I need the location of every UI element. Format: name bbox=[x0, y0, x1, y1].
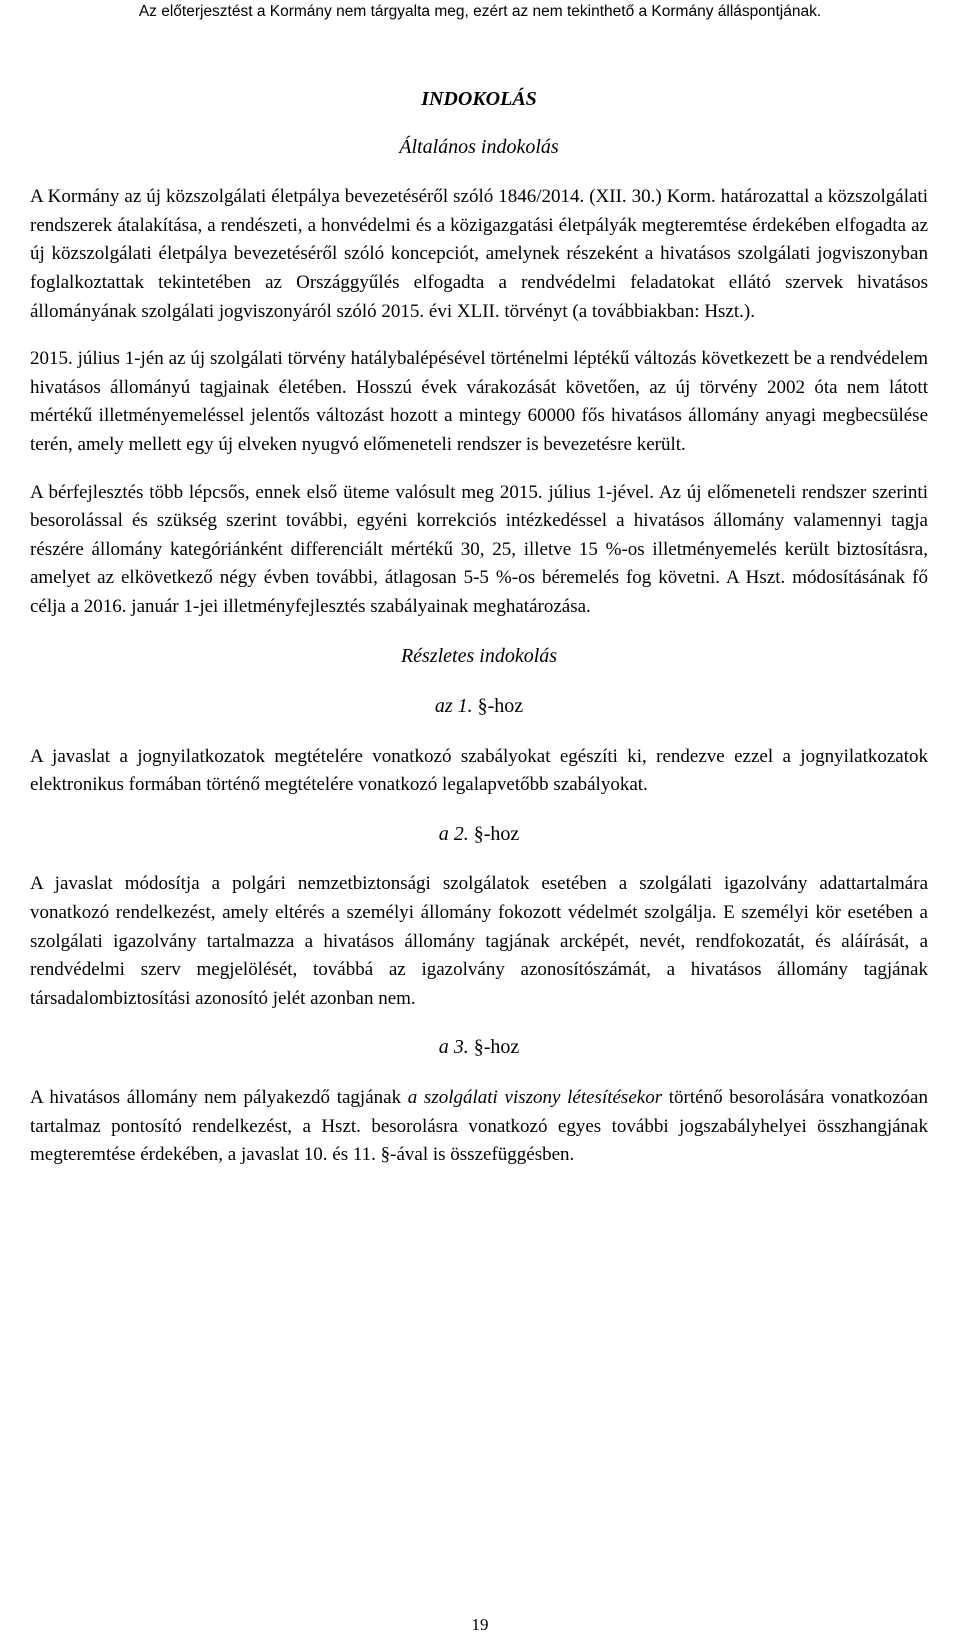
section-2-title-prefix: a 2. bbox=[438, 822, 474, 845]
general-paragraph-3: A bérfejlesztés több lépcsős, ennek első üteme valósult meg 2015. július 1-jével. Az új előmeneteli rendszer szerinti besorolással és szükség szerint további, egyéni korrekciós intézkedéssel a hivatásos állomány valamennyi tagja részére állomány kategóriánként differenciált mértékű 30, 25, illetve 15 %-os illetményemelés került biztosításra, amelyet az elkövetkező négy évben további, átlagosan 5-5 %-os béremelés fog követni. A Hszt. módosításának fő célja a 2016. január 1-jei illetményfejlesztés szabályainak meghatározása. bbox=[30, 481, 928, 617]
section-3-title bbox=[30, 1033, 928, 1062]
section-3-title-suffix: §-hoz bbox=[473, 1036, 520, 1059]
section-1-title-suffix: §-hoz bbox=[477, 695, 524, 718]
section-1-text: A javaslat a jognyilatkozatok megtételére vonatkozó szabályokat egészíti ki, rendezve ezzel a jognyilatkozatok elektronikus formában történő megtételére vonatkozó legalapvetőbb szabályokat. bbox=[30, 745, 928, 796]
section-1-title bbox=[30, 692, 928, 721]
general-paragraph-2: 2015. július 1-jén az új szolgálati törvény hatálybalépésével történelmi léptékű változás következett be a rendvédelem hivatásos állományú tagjainak életében. Hosszú évek várakozását követően, az új törvény 2002 óta nem látott mértékű illetményemeléssel jelentős változást hozott a mintegy 60000 fős hivatásos állomány anyagi megbecsülése terén, amely mellett egy új elveken nyugvó előmeneteli rendszer is bevezetésre került. bbox=[30, 348, 928, 455]
section-3-text bbox=[30, 1084, 928, 1170]
section-3-text-before: A hivatásos állomány nem pályakezdő tagjának bbox=[30, 1087, 408, 1109]
page-number: 19 bbox=[471, 1615, 489, 1634]
section-3-text-after: történő besorolására vonatkozóan tartalmaz pontosító rendelkezést, a Hszt. besorolásra vonatkozó egyes további jogszabályhelyei összhangjának megteremtése érdekében, a javaslat 10. és 11. §-ával is összefüggésben. bbox=[30, 1087, 928, 1166]
general-paragraph-1: A Kormány az új közszolgálati életpálya bevezetéséről szóló 1846/2014. (XII. 30.) Korm. határozattal a közszolgálati rendszerek átalakítása, a rendészeti, a honvédelmi és a közigazgatási életpályák megteremtése érdekében elfogadta az új közszolgálati életpálya bevezetéséről szóló koncepciót, amelynek részeként a hivatásos szolgálati jogviszonyban foglalkoztattak tekintetében az Országgyűlés elfogadta a rendvédelmi feladatokat ellátó szervek hivatásos állományának szolgálati jogviszonyáról szóló 2015. évi XLII. törvényt (a továbbiakban: Hszt.). bbox=[30, 186, 928, 322]
disclaimer-header: Az előterjesztést a Kormány nem tárgyalta meg, ezért az nem tekinthető a Kormány álláspontjának. bbox=[138, 3, 822, 20]
document-body bbox=[30, 85, 928, 1189]
section-2-text: A javaslat módosítja a polgári nemzetbiztonsági szolgálatok esetében a szolgálati igazolvány adattartalmára vonatkozó rendelkezést, amely eltérés a személyi állomány fokozott védelmét szolgálja. E személyi kör esetében a szolgálati igazolvány tartalmazza a hivatásos állomány tagjának arcképét, nevét, rendfokozatát, és aláírását, a rendvédelmi szerv megjelölését, továbbá az igazolvány azonosítószámát, a hivatásos állomány tagjának társadalombiztosítási azonosító jelét azonban nem. bbox=[30, 873, 928, 1009]
section-3-title-prefix: a 3. bbox=[438, 1036, 474, 1059]
document-title: INDOKOLÁS bbox=[421, 88, 537, 110]
section-2-title bbox=[30, 820, 928, 849]
section-2-title-suffix: §-hoz bbox=[473, 822, 520, 845]
general-heading: Általános indokolás bbox=[399, 135, 559, 158]
section-1-title-prefix: az 1. bbox=[434, 695, 478, 718]
detailed-heading: Részletes indokolás bbox=[400, 644, 558, 667]
section-3-text-italic: a szolgálati viszony létesítésekor bbox=[407, 1087, 663, 1109]
